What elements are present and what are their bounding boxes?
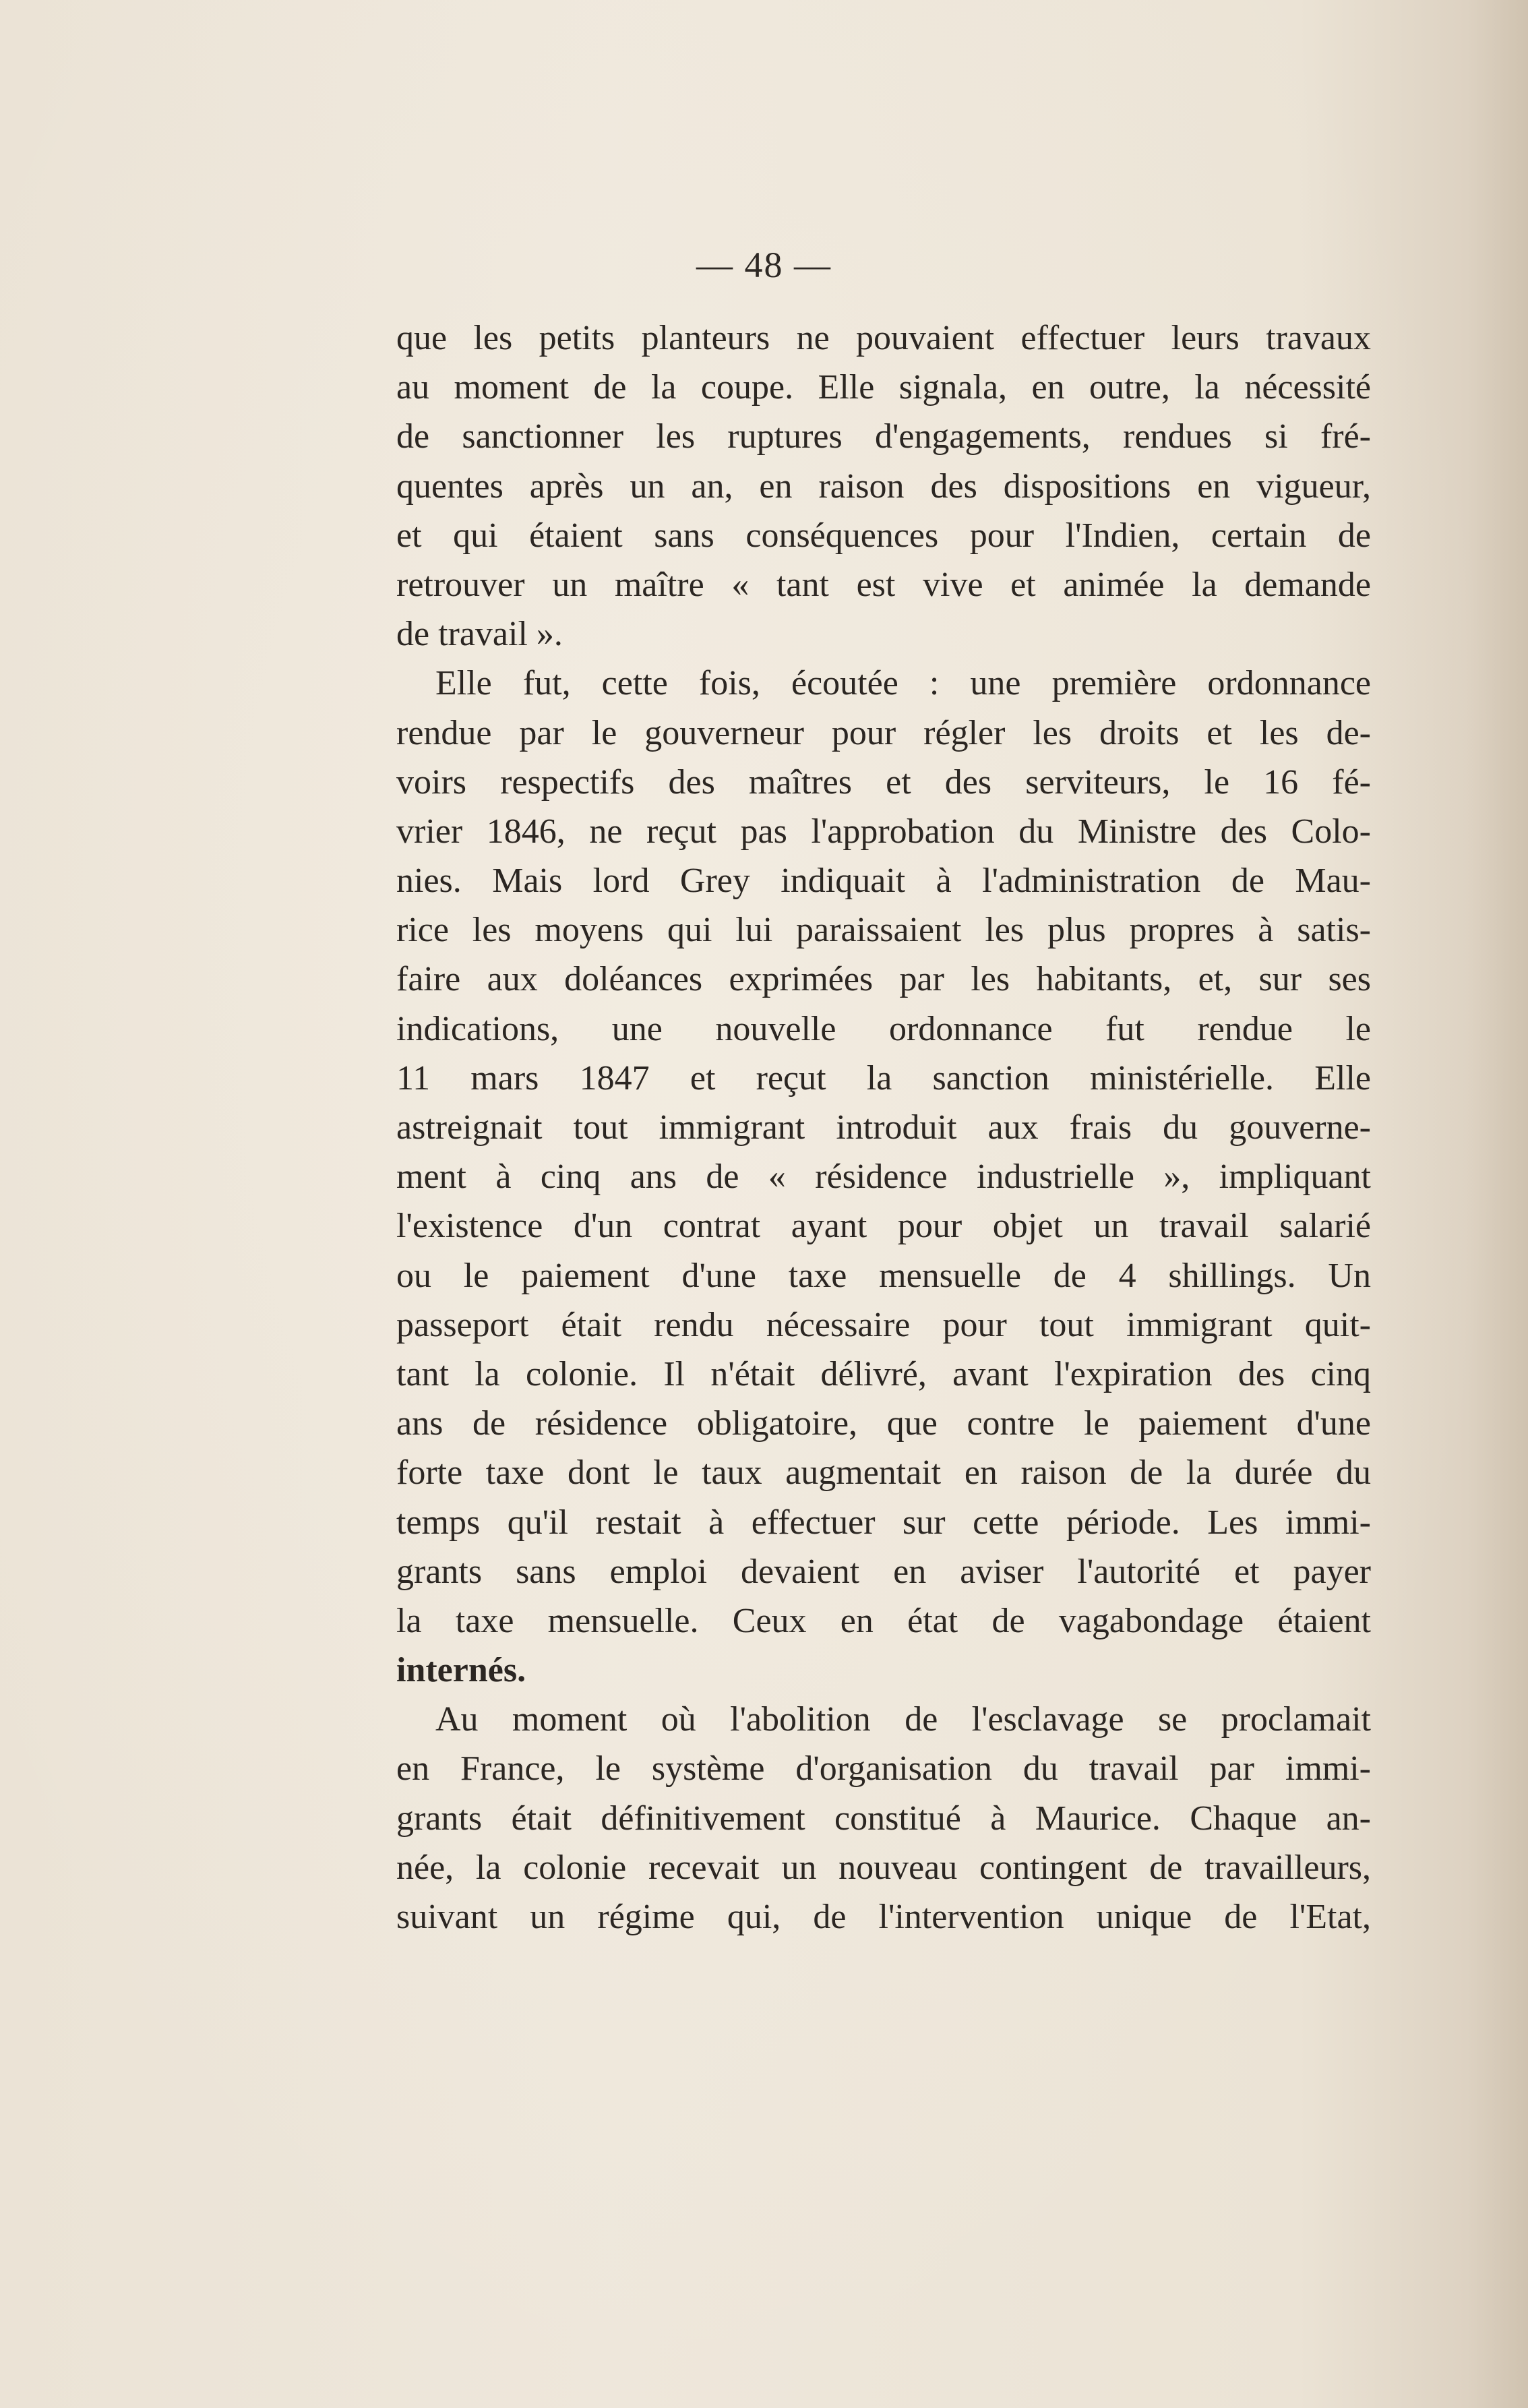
text-line: l'existence d'un contrat ayant pour objet un travail salarié bbox=[396, 1207, 1371, 1246]
paragraph-start-line: Au moment où l'abolition de l'esclavage se proclamait bbox=[435, 1700, 1371, 1739]
text-line: rendue par le gouverneur pour régler les droits et les de- bbox=[396, 713, 1371, 752]
text-line: 11 mars 1847 et reçut la sanction ministérielle. Elle bbox=[396, 1058, 1371, 1097]
text-line: suivant un régime qui, de l'intervention unique de l'Etat, bbox=[396, 1898, 1371, 1936]
text-line: grants était définitivement constitué à Maurice. Chaque an- bbox=[396, 1799, 1371, 1838]
text-line: retrouver un maître « tant est vive et animée la demande bbox=[396, 565, 1371, 604]
text-line: temps qu'il restait à effectuer sur cette période. Les immi- bbox=[396, 1503, 1371, 1542]
text-line: au moment de la coupe. Elle signala, en outre, la nécessité bbox=[396, 368, 1371, 407]
text-line: grants sans emploi devaient en aviser l'autorité et payer bbox=[396, 1552, 1371, 1591]
text-line: astreignait tout immigrant introduit aux frais du gouverne- bbox=[396, 1108, 1371, 1147]
text-line: née, la colonie recevait un nouveau contingent de travailleurs, bbox=[396, 1848, 1371, 1887]
text-line: que les petits planteurs ne pouvaient effectuer leurs travaux bbox=[396, 319, 1371, 357]
body-text bbox=[396, 313, 1371, 1942]
text-line: en France, le système d'organisation du travail par immi- bbox=[396, 1749, 1371, 1788]
text-line: ment à cinq ans de « résidence industrielle », impliquant bbox=[396, 1157, 1371, 1197]
text-line: et qui étaient sans conséquences pour l'Indien, certain de bbox=[396, 516, 1371, 555]
text-line: vrier 1846, ne reçut pas l'approbation du Ministre des Colo- bbox=[396, 812, 1371, 851]
text-line: ans de résidence obligatoire, que contre le paiement d'une bbox=[396, 1404, 1371, 1443]
text-line: ou le paiement d'une taxe mensuelle de 4 shillings. Un bbox=[396, 1256, 1371, 1295]
text-line: indications, une nouvelle ordonnance fut rendue le bbox=[396, 1009, 1371, 1048]
text-line: internés. bbox=[396, 1651, 526, 1690]
text-line: forte taxe dont le taux augmentait en raison de la durée du bbox=[396, 1453, 1371, 1493]
text-line: faire aux doléances exprimées par les habitants, et, sur ses bbox=[396, 960, 1371, 999]
text-line: tant la colonie. Il n'était délivré, avant l'expiration des cinq bbox=[396, 1354, 1371, 1393]
paragraph-start-line: Elle fut, cette fois, écoutée : une première ordonnance bbox=[435, 664, 1371, 703]
text-line: voirs respectifs des maîtres et des serviteurs, le 16 fé- bbox=[396, 762, 1371, 802]
text-line: rice les moyens qui lui paraissaient les plus propres à satis- bbox=[396, 911, 1371, 950]
text-line: la taxe mensuelle. Ceux en état de vagabondage étaient bbox=[396, 1601, 1371, 1640]
page-number: — 48 — bbox=[696, 245, 832, 285]
text-line: quentes après un an, en raison des dispositions en vigueur, bbox=[396, 466, 1371, 506]
text-line: nies. Mais lord Grey indiquait à l'administration de Mau- bbox=[396, 862, 1371, 901]
text-line: passeport était rendu nécessaire pour tout immigrant quit- bbox=[396, 1305, 1371, 1344]
text-line: de travail ». bbox=[396, 615, 563, 654]
text-line: de sanctionner les ruptures d'engagements, rendues si fré- bbox=[396, 417, 1371, 456]
